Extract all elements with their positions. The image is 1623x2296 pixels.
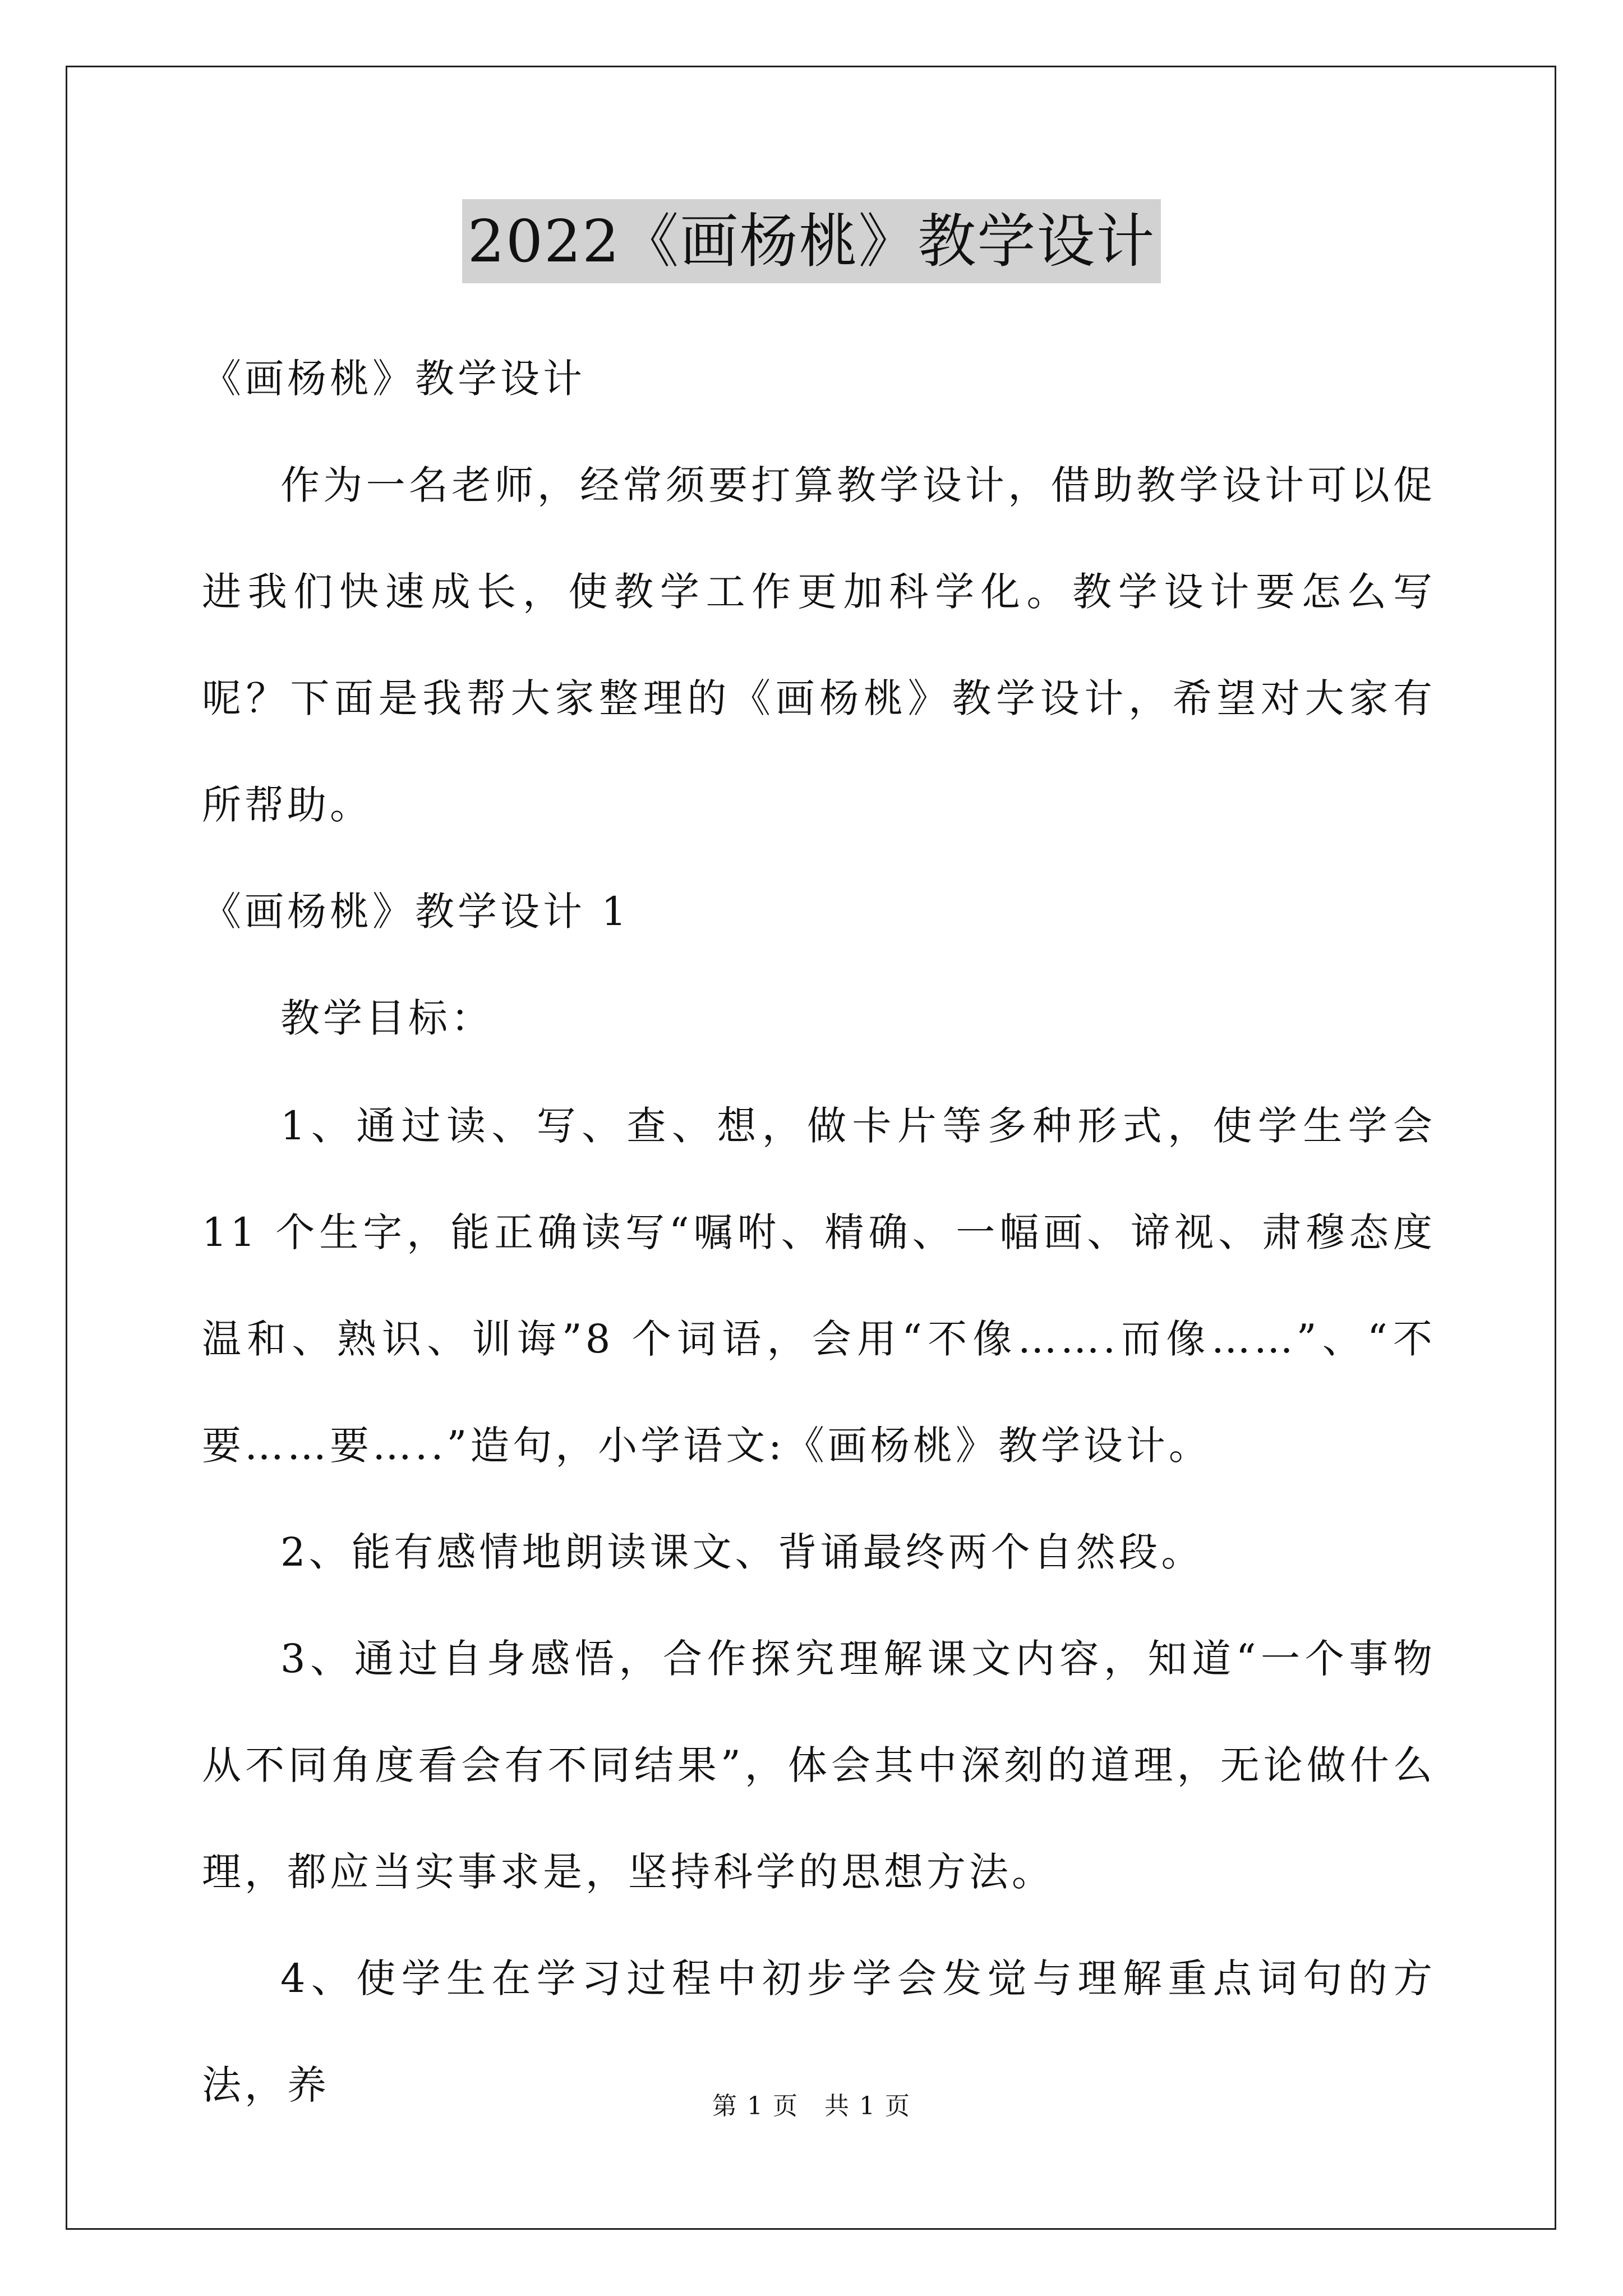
intro-paragraph: 作为一名老师，经常须要打算教学设计，借助教学设计可以促进我们快速成长，使教学工作更加科学化。教学设计要怎么写呢？下面是我帮大家整理的《画杨桃》教学设计，希望对大家有所帮助。 <box>202 462 1436 828</box>
page-footer: 第 1 页 共 1 页 <box>712 2092 911 2120</box>
title-container <box>0 199 1623 283</box>
objectives-label: 教学目标： <box>280 995 494 1041</box>
document-subtitle: 《画杨桃》教学设计 <box>202 356 585 402</box>
section-heading: 《画杨桃》教学设计 1 <box>202 889 630 935</box>
objective-item-1: 1、通过读、写、查、想，做卡片等多种形式，使学生学会 11 个生字，能正确读写“嘱咐、精确、一幅画、谛视、肃穆态度温和、熟识、训诲”8 个词语，会用“不像…….而像……”、“不要……要…..”造句，小学语文:《画杨桃》教学设计。 <box>202 1103 1436 1469</box>
document-title: 2022《画杨桃》教学设计 <box>462 199 1161 283</box>
objective-item-2: 2、能有感情地朗读课文、背诵最终两个自然段。 <box>280 1529 1204 1575</box>
objective-item-3: 3、通过自身感悟，合作探究理解课文内容，知道“一个事物从不同角度看会有不同结果”，体会其中深刻的道理，无论做什么理，都应当实事求是，坚持科学的思想方法。 <box>202 1636 1436 1895</box>
objective-item-4: 4、使学生在学习过程中初步学会发觉与理解重点词句的方法，养 <box>202 1955 1436 2108</box>
